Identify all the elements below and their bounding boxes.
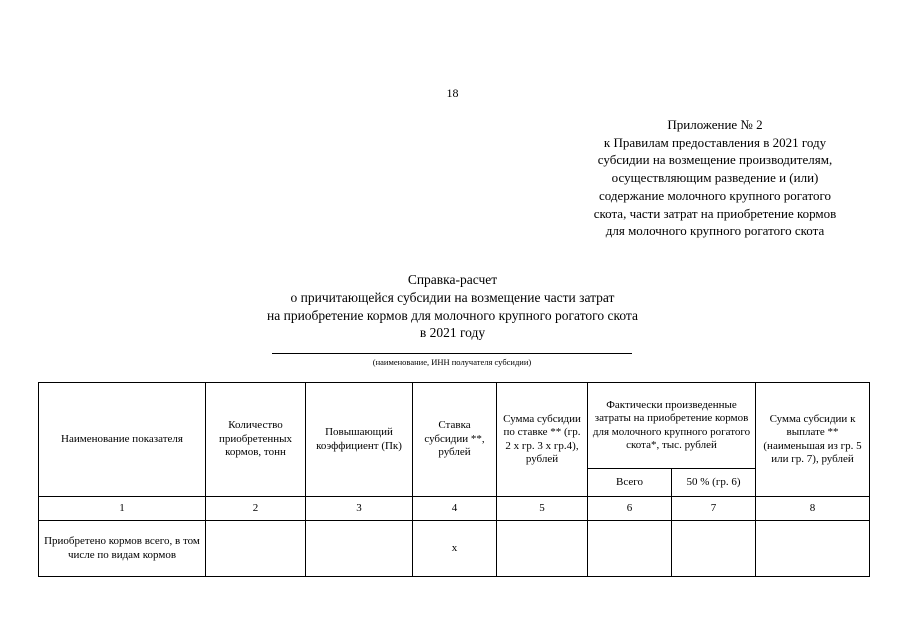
header-coefficient: Повышающий коэффициент (Пк) [306, 383, 413, 497]
appendix-line: субсидии на возмещение производителям, [597, 152, 833, 168]
table-row [39, 521, 870, 577]
appendix-line: содержание молочного крупного рогатого [598, 187, 832, 203]
column-number-row [39, 497, 870, 521]
form-title [0, 271, 905, 342]
column-number: 5 [497, 497, 588, 521]
cell-coefficient[interactable] [306, 521, 413, 577]
header-subsidy-payable: Сумма субсидии к выплате ** (наименьшая из гр. 5 или гр. 7), рублей [756, 383, 870, 497]
appendix-line: осуществляющим разведение и (или) [611, 170, 819, 186]
column-number: 1 [39, 497, 206, 521]
header-subsidy-rate: Ставка субсидии **, рублей [413, 383, 497, 497]
recipient-name-line [272, 353, 632, 354]
form-title-line: на приобретение кормов для молочного крупного рогатого скота [267, 307, 638, 323]
header-costs-total: Всего [588, 469, 672, 497]
header-costs-half: 50 % (гр. 6) [672, 469, 756, 497]
appendix-header [555, 116, 875, 240]
recipient-caption: (наименование, ИНН получателя субсидии) [372, 357, 532, 367]
page-number: 18 [446, 86, 459, 100]
header-feed-quantity: Количество приобретенных кормов, тонн [206, 383, 306, 497]
appendix-line: к Правилам предоставления в 2021 году [603, 134, 827, 150]
column-number: 3 [306, 497, 413, 521]
column-number: 6 [588, 497, 672, 521]
form-title-line: о причитающейся субсидии на возмещение части затрат [290, 289, 615, 305]
header-actual-costs: Фактически произведенные затраты на приобретение кормов для молочного крупного рогатого скота*, тыс. рублей [588, 383, 756, 469]
row-label: Приобретено кормов всего, в том числе по видам кормов [39, 521, 206, 577]
form-title-line: в 2021 году [419, 325, 486, 341]
cell-costs-half[interactable] [672, 521, 756, 577]
column-number: 7 [672, 497, 756, 521]
appendix-line: для молочного крупного рогатого скота [605, 223, 825, 239]
column-number: 4 [413, 497, 497, 521]
cell-subsidy-by-rate[interactable] [497, 521, 588, 577]
header-subsidy-by-rate: Сумма субсидии по ставке ** (гр. 2 х гр. 3 х гр.4), рублей [497, 383, 588, 497]
cell-feed-quantity[interactable] [206, 521, 306, 577]
column-number: 2 [206, 497, 306, 521]
cell-subsidy-payable[interactable] [756, 521, 870, 577]
cell-costs-total[interactable] [588, 521, 672, 577]
appendix-line: скота, части затрат на приобретение кормов [593, 205, 837, 221]
form-title-line: Справка-расчет [407, 272, 498, 287]
appendix-line: Приложение № 2 [667, 117, 763, 132]
header-indicator-name: Наименование показателя [39, 383, 206, 497]
cell-subsidy-rate: х [413, 521, 497, 577]
column-number: 8 [756, 497, 870, 521]
calculation-table [38, 382, 870, 577]
